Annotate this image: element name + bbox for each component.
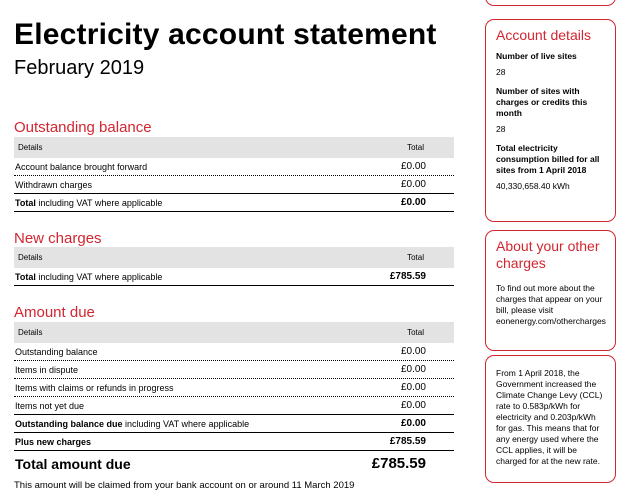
col-details: Details (18, 328, 43, 337)
outstanding-balance-heading: Outstanding balance (14, 119, 152, 136)
new-charges-heading: New charges (14, 230, 102, 247)
total-amount-due-row (14, 455, 454, 472)
table-row: Items with claims or refunds in progress £0.00 (14, 379, 454, 397)
col-total: Total (407, 328, 424, 337)
plus-new-charges-row: Plus new charges £785.59 (14, 433, 454, 451)
col-total: Total (407, 253, 424, 262)
total-row: Total including VAT where applicable £785.59 (14, 268, 454, 286)
table-header (14, 322, 454, 343)
other-charges-box (485, 230, 616, 351)
col-details: Details (18, 143, 43, 152)
page-title: Electricity account statement (14, 18, 437, 51)
ccl-note-box (485, 355, 616, 483)
payment-footnote: This amount will be claimed from your bank account on or around 11 March 2019 (14, 480, 355, 491)
sites-charges-value: 28 (496, 124, 506, 134)
table-row: Outstanding balance £0.00 (14, 343, 454, 361)
total-amount-due-label: Total amount due (15, 455, 131, 472)
amount-due-heading: Amount due (14, 304, 95, 321)
new-charges-table (14, 247, 454, 286)
table-row: Items not yet due £0.00 (14, 397, 454, 415)
other-charges-title: About your other charges (496, 238, 600, 271)
box-top-edge (485, 0, 616, 6)
consumption-value: 40,330,658.40 kWh (496, 181, 570, 191)
table-header (14, 137, 454, 158)
table-row: Withdrawn charges £0.00 (14, 176, 454, 194)
table-header (14, 247, 454, 268)
account-details-title: Account details (496, 27, 591, 43)
amount-due-table (14, 322, 454, 451)
other-charges-text: To find out more about the charges that appear on your bill, please visit eonenergy.com/othercharges (496, 283, 606, 326)
col-total: Total (407, 143, 424, 152)
consumption-label: Total electricity consumption billed for all sites from 1 April 2018 (496, 143, 600, 175)
account-details-box (485, 19, 616, 222)
outstanding-due-row: Outstanding balance due including VAT where applicable £0.00 (14, 415, 454, 433)
col-details: Details (18, 253, 43, 262)
ccl-note-text: From 1 April 2018, the Government increased the Climate Change Levy (CCL) rate to 0.583p/kWh for electricity and 0.203p/kWh for gas. This means that for any energy used where the CCL applies, it will be charged for at the new rate. (496, 368, 603, 466)
statement-period: February 2019 (14, 57, 145, 79)
table-row: Account balance brought forward £0.00 (14, 158, 454, 176)
total-amount-due-value: £785.59 (371, 455, 426, 472)
sites-charges-label: Number of sites with charges or credits this month (496, 86, 588, 118)
total-row: Total including VAT where applicable £0.00 (14, 194, 454, 212)
table-row: Items in dispute £0.00 (14, 361, 454, 379)
live-sites-value: 28 (496, 67, 506, 77)
live-sites-label: Number of live sites (496, 51, 577, 61)
outstanding-balance-table (14, 137, 454, 212)
